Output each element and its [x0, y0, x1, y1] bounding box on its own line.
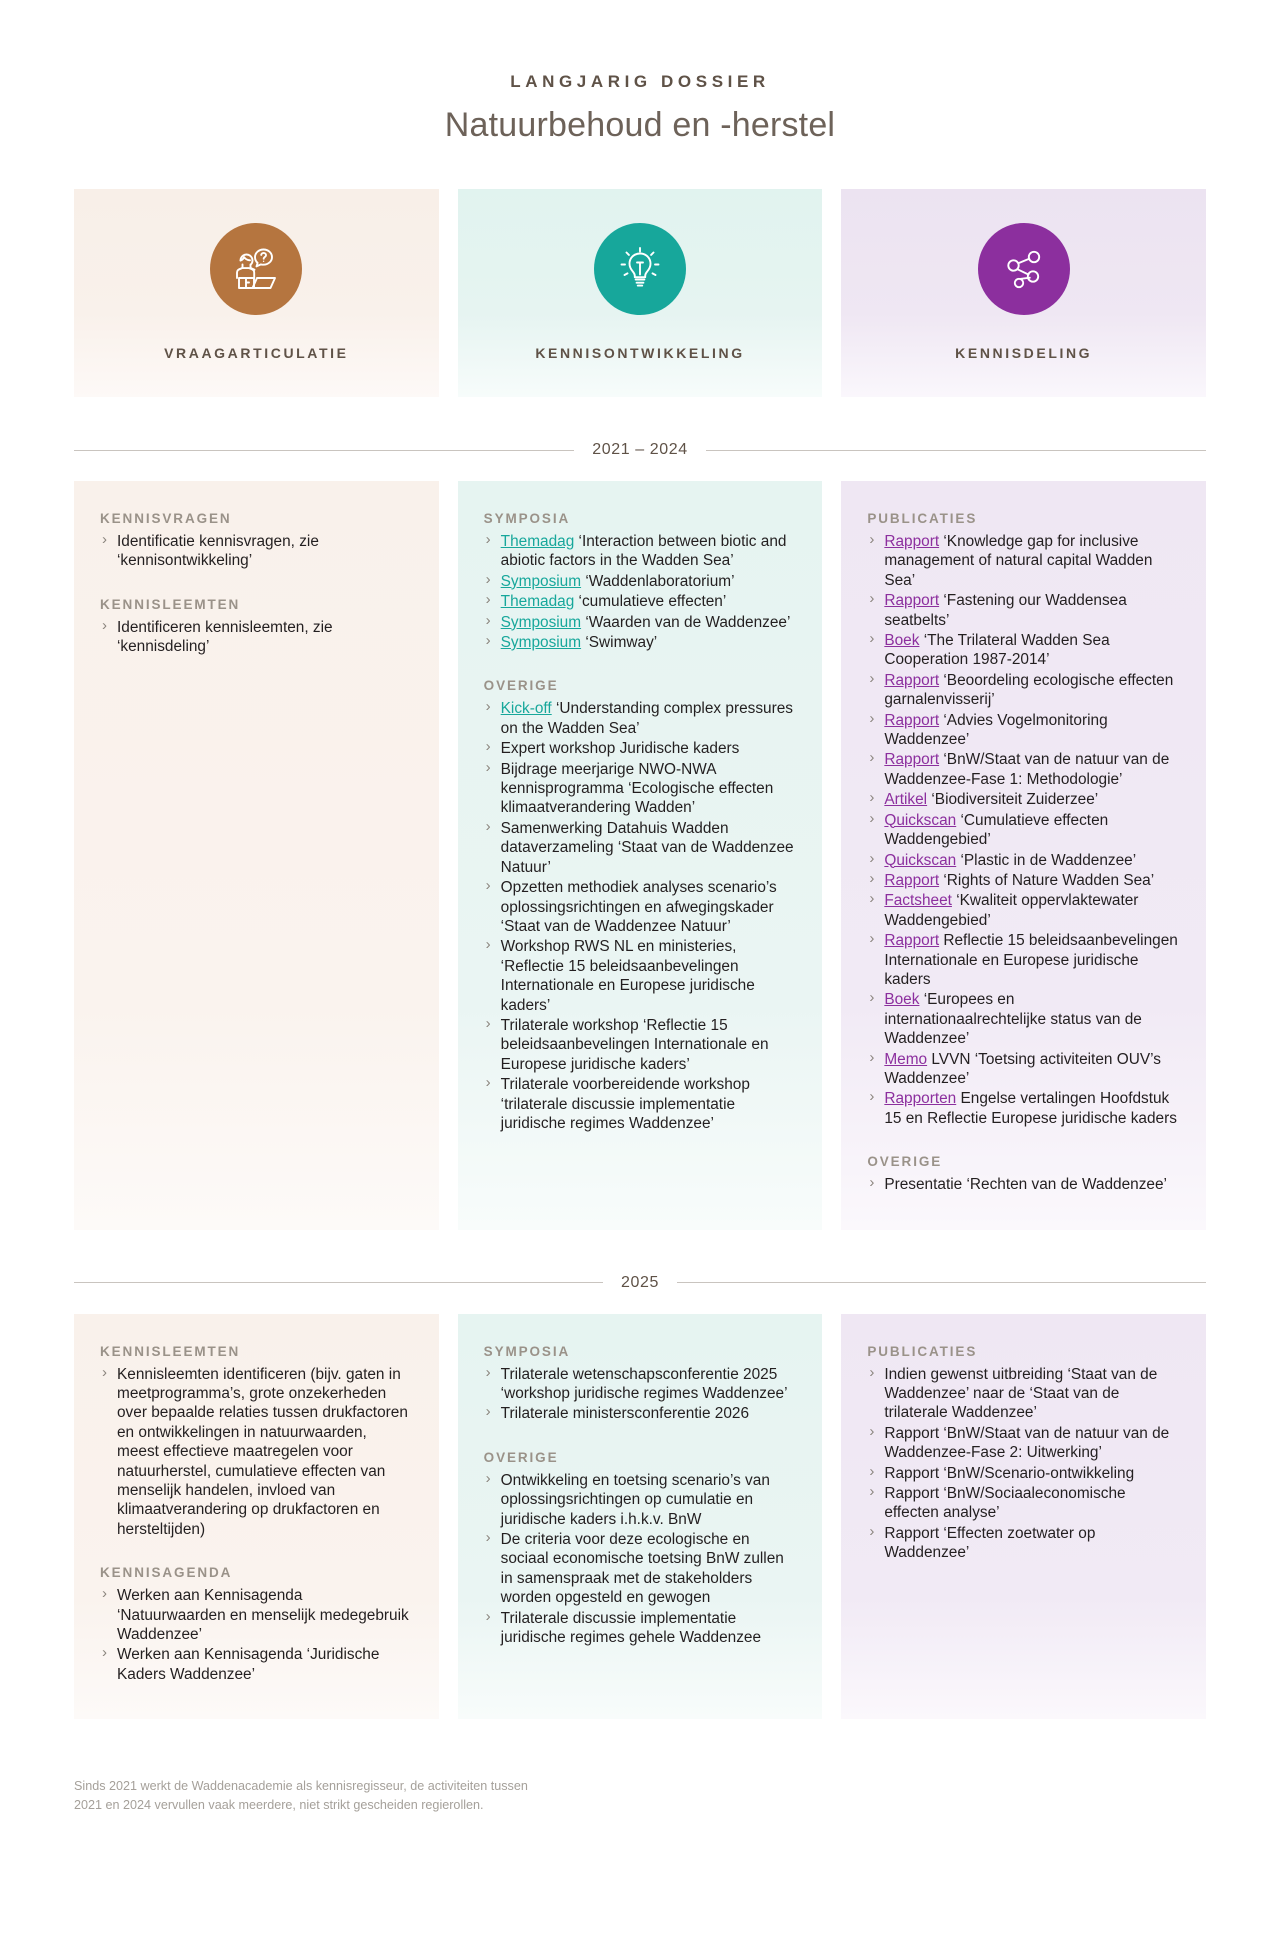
column-vraag [74, 481, 439, 1230]
section-list [100, 618, 413, 657]
list-item [100, 532, 413, 571]
list-item-text: Workshop RWS NL en ministeries, ‘Reflectie 15 beleidsaanbevelingen Internationale en Europese juridische kaders’ [500, 938, 755, 1014]
divider-rule-right [706, 450, 1206, 451]
list-item-text: ‘The Trilateral Wadden Sea Cooperation 1987-2014’ [884, 632, 1110, 669]
list-item-text: De criteria voor deze ecologische en sociaal economische toetsing BnW zullen in samenspraak met de stakeholders worden opgesteld en gewogen [500, 1531, 784, 1607]
section-list [867, 1365, 1180, 1563]
list-item-text: ‘Understanding complex pressures on the Wadden Sea’ [500, 700, 793, 737]
category-card-label: KENNISONTWIKKELING [535, 345, 745, 361]
list-item [867, 1050, 1180, 1089]
list-item [484, 819, 797, 877]
resource-link[interactable]: Rapport [884, 592, 940, 610]
list-item [867, 1175, 1180, 1194]
page-title: Natuurbehoud en -herstel [444, 106, 836, 144]
list-item [484, 592, 797, 611]
list-item-text: ‘cumulatieve effecten’ [574, 593, 727, 611]
footer-note [0, 1777, 1280, 1854]
list-item-text: ‘Beoordeling ecologische effecten garnalenvisserij’ [884, 671, 1174, 709]
list-item [100, 1586, 413, 1644]
period-label: 2025 [621, 1273, 659, 1291]
list-item [484, 1471, 797, 1529]
list-item [100, 1645, 413, 1684]
list-item [100, 1365, 413, 1540]
list-item-text: ‘Cumulatieve effecten Waddengebied’ [884, 811, 1109, 849]
list-item [484, 532, 797, 571]
section-list [484, 1365, 797, 1424]
section-heading: KENNISLEEMTEN [100, 1343, 241, 1359]
resource-link[interactable]: Themadag [500, 593, 575, 611]
category-card-vraagarticulatie [74, 189, 439, 397]
column-deling [841, 1314, 1206, 1720]
list-item-text: Bijdrage meerjarige NWO-NWA kennisprogramma ‘Ecologische effecten klimaatverandering Wadden’ [500, 760, 774, 817]
list-item-text: Trilaterale workshop ‘Reflectie 15 beleidsaanbevelingen Internationale en Europese juridische kaders’ [500, 1016, 769, 1073]
list-item-text: Rapport ‘BnW/Staat van de natuur van de Waddenzee-Fase 2: Uitwerking’ [884, 1424, 1170, 1462]
list-item-text: Ontwikkeling en toetsing scenario’s van oplossingsrichtingen op cumulatie en juridische kaders i.h.k.v. BnW [500, 1471, 770, 1528]
column-kennis [458, 1314, 823, 1720]
list-item-text: Kennisleemten identificeren (bijv. gaten in meetprogramma’s, grote onzekerheden over bepaalde relaties tussen drukfactoren en ontwikkelingen in natuurwaarden, meest effectieve maatregelen voor natuurherstel, cumulatieve effecten van menselijk handelen, invloed van klimaatverandering op drukfactoren en hersteltijden) [117, 1365, 408, 1538]
list-item [867, 1365, 1180, 1423]
section-heading: KENNISAGENDA [100, 1565, 233, 1581]
section-heading: SYMPOSIA [483, 1343, 571, 1359]
list-item-text: ‘Fastening our Waddensea seatbelts’ [884, 592, 1127, 629]
list-item [867, 990, 1180, 1048]
list-item [867, 671, 1180, 710]
list-item-text: Trilaterale wetenschapsconferentie 2025 ‘workshop juridische regimes Waddenzee’ [500, 1365, 788, 1402]
list-item [867, 1484, 1180, 1523]
period-columns [0, 481, 1280, 1230]
period-label: 2021 – 2024 [592, 441, 688, 458]
section-heading: KENNISVRAGEN [100, 511, 232, 526]
list-item [867, 1089, 1180, 1128]
list-item [484, 1075, 797, 1133]
list-item [484, 878, 797, 936]
section-heading: OVERIGE [483, 678, 559, 694]
list-item-text: Werken aan Kennisagenda ‘Natuurwaarden en menselijk medegebruik Waddenzee’ [117, 1587, 409, 1644]
section-heading: KENNISLEEMTEN [100, 596, 241, 612]
network-share-nodes-icon [978, 223, 1070, 315]
resource-link[interactable]: Symposium [500, 634, 582, 652]
list-item-text: Engelse vertalingen Hoofdstuk 15 en Reflectie Europese juridische kaders [884, 1090, 1177, 1127]
resource-link[interactable]: Memo [884, 1050, 928, 1068]
category-card-label: KENNISDELING [955, 345, 1093, 361]
column-deling [841, 481, 1206, 1230]
list-item [100, 618, 413, 657]
person-question-laptop-icon [210, 223, 302, 315]
list-item-text: ‘Swimway’ [581, 634, 658, 652]
section-list [484, 699, 797, 1133]
list-item-text: Identificeren kennisleemten, zie ‘kennisdeling’ [117, 618, 333, 656]
list-item [484, 1365, 797, 1404]
resource-link[interactable]: Rapport [884, 533, 940, 550]
list-item [484, 613, 797, 632]
page-kicker: LANGJARIG DOSSIER [510, 72, 770, 91]
column-vraag [74, 1314, 439, 1720]
list-item [867, 631, 1180, 670]
resource-link[interactable]: Rapport [884, 932, 940, 950]
list-item-text: Trilaterale discussie implementatie juridische regimes gehele Waddenzee [500, 1609, 762, 1647]
resource-link[interactable]: Boek [884, 991, 920, 1009]
resource-link[interactable]: Artikel [884, 791, 928, 809]
category-card-label: VRAAGARTICULATIE [164, 345, 349, 361]
list-item [484, 572, 797, 591]
section-heading: PUBLICATIES [867, 1343, 978, 1359]
column-kennis [458, 481, 823, 1230]
list-item-text: Rapport ‘BnW/Scenario-ontwikkeling [884, 1464, 1135, 1482]
section-list [484, 532, 797, 652]
list-item [867, 871, 1180, 890]
list-item [484, 1530, 797, 1608]
divider-rule-left [74, 450, 574, 451]
resource-link[interactable]: Rapporten [884, 1090, 957, 1108]
list-item-text: ‘Biodiversiteit Zuiderzee’ [927, 791, 1099, 809]
list-item [484, 1404, 797, 1423]
list-item [484, 1016, 797, 1074]
resource-link[interactable]: Rapport [884, 751, 940, 769]
resource-link[interactable]: Symposium [500, 613, 582, 631]
section-list [100, 1586, 413, 1684]
list-item-text: Indien gewenst uitbreiding ‘Staat van de Waddenzee’ naar de ‘Staat van de trilaterale Waddenzee’ [884, 1365, 1158, 1422]
period-divider [0, 1274, 1280, 1292]
list-item [867, 1464, 1180, 1483]
resource-link[interactable]: Factsheet [884, 892, 952, 910]
section-list [100, 532, 413, 571]
list-item [484, 633, 797, 652]
list-item-text: ‘BnW/Staat van de natuur van de Waddenzee-Fase 1: Methodologie’ [884, 751, 1170, 788]
list-item-text: ‘Rights of Nature Wadden Sea’ [939, 871, 1155, 889]
resource-link[interactable]: Symposium [500, 572, 582, 590]
footer-line-2: 2021 en 2024 vervullen vaak meerdere, niet strikt gescheiden regierollen. [74, 1797, 484, 1812]
list-item [484, 739, 797, 758]
list-item-text: ‘Plastic in de Waddenzee’ [956, 851, 1137, 869]
lightbulb-idea-icon [594, 223, 686, 315]
list-item [484, 1609, 797, 1648]
list-item [867, 532, 1180, 590]
list-item-text: Rapport ‘Effecten zoetwater op Waddenzee’ [884, 1524, 1096, 1562]
list-item [867, 811, 1180, 850]
list-item-text: Samenwerking Datahuis Wadden dataverzameling ‘Staat van de Waddenzee Natuur’ [500, 819, 794, 876]
category-card-kennisdeling [841, 189, 1206, 397]
category-cards [0, 189, 1280, 397]
period-columns [0, 1314, 1280, 1720]
list-item [867, 750, 1180, 789]
resource-link[interactable]: Rapport [884, 671, 940, 689]
list-item [867, 851, 1180, 870]
list-item-text: ‘Advies Vogelmonitoring Waddenzee’ [884, 711, 1108, 749]
section-heading: PUBLICATIES [867, 511, 978, 526]
section-list [867, 532, 1180, 1128]
footer-line-1: Sinds 2021 werkt de Waddenacademie als kennisregisseur, de activiteiten tussen [74, 1779, 528, 1794]
list-item [484, 760, 797, 818]
list-item-text: ‘Waarden van de Waddenzee’ [581, 613, 791, 631]
period-sections [0, 441, 1280, 1719]
list-item-text: Trilaterale ministersconferentie 2026 [500, 1405, 750, 1423]
list-item [867, 931, 1180, 989]
list-item-text: ‘Knowledge gap for inclusive management of natural capital Wadden Sea’ [884, 533, 1153, 589]
section-heading: OVERIGE [867, 1154, 943, 1170]
section-list [100, 1365, 413, 1540]
section-list [867, 1175, 1180, 1194]
list-item [867, 1524, 1180, 1563]
list-item-text: ‘Interaction between biotic and abiotic factors in the Wadden Sea’ [500, 533, 787, 570]
resource-link[interactable]: Themadag [500, 533, 575, 550]
section-heading: SYMPOSIA [483, 511, 571, 526]
divider-rule-right [677, 1282, 1206, 1283]
category-card-kennisontwikkeling [458, 189, 823, 397]
list-item [867, 891, 1180, 930]
list-item-text: Trilaterale voorbereidende workshop ‘trilaterale discussie implementatie juridische regimes Waddenzee’ [500, 1076, 750, 1132]
resource-link[interactable]: Rapport [884, 711, 940, 729]
list-item-text: Rapport ‘BnW/Sociaaleconomische effecten analyse’ [884, 1485, 1126, 1522]
list-item-text: Opzetten methodiek analyses scenario’s oplossingsrichtingen en afwegingskader ‘Staat van de Waddenzee Natuur’ [500, 879, 777, 935]
resource-link[interactable]: Rapport [884, 871, 940, 889]
list-item-text: Werken aan Kennisagenda ‘Juridische Kaders Waddenzee’ [117, 1646, 380, 1683]
resource-link[interactable]: Boek [884, 632, 920, 650]
list-item [867, 711, 1180, 750]
list-item-text: Identificatie kennisvragen, zie ‘kennisontwikkeling’ [117, 533, 319, 570]
list-item-text: ‘Waddenlaboratorium’ [581, 572, 735, 590]
section-list [484, 1471, 797, 1648]
page-header [0, 0, 1280, 145]
resource-link[interactable]: Quickscan [884, 811, 957, 829]
section-heading: OVERIGE [483, 1449, 559, 1465]
resource-link[interactable]: Quickscan [884, 851, 957, 869]
list-item-text: Reflectie 15 beleidsaanbevelingen Internationale en Europese juridische kaders [884, 932, 1178, 988]
period-divider [0, 441, 1280, 459]
list-item-text: ‘Europees en internationaalrechtelijke status van de Waddenzee’ [884, 991, 1142, 1048]
list-item-text: Presentatie ‘Rechten van de Waddenzee’ [884, 1176, 1167, 1194]
resource-link[interactable]: Kick-off [500, 700, 552, 718]
list-item [867, 591, 1180, 630]
list-item-text: LVVN ‘Toetsing activiteiten OUV’s Waddenzee’ [884, 1050, 1161, 1087]
list-item [484, 937, 797, 1015]
list-item [484, 699, 797, 738]
divider-rule-left [74, 1282, 603, 1283]
list-item-text: ‘Kwaliteit oppervlaktewater Waddengebied’ [884, 892, 1139, 929]
list-item [867, 1424, 1180, 1463]
list-item-text: Expert workshop Juridische kaders [500, 740, 740, 758]
list-item [867, 790, 1180, 809]
